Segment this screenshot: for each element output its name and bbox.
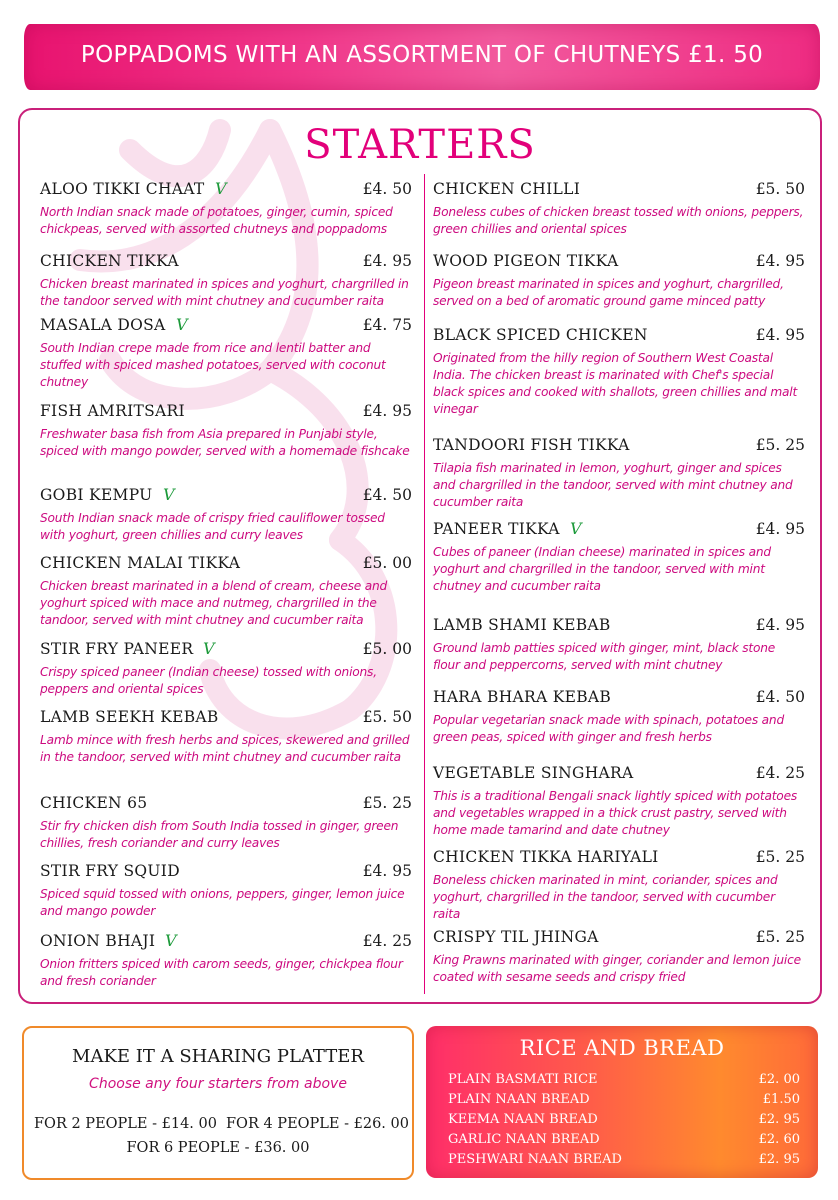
vegetarian-icon: V bbox=[215, 179, 227, 198]
menu-item bbox=[433, 928, 805, 986]
vegetarian-icon: V bbox=[203, 639, 215, 658]
menu-item bbox=[40, 640, 412, 698]
menu-item-name: HARA BHARA KEBAB bbox=[433, 688, 612, 706]
menu-item-header bbox=[433, 848, 805, 870]
menu-item-description: Boneless cubes of chicken breast tossed with onions, peppers, green chillies and oriental spices bbox=[433, 205, 804, 236]
menu-item-description: Freshwater basa fish from Asia prepared in Punjabi style, spiced with mango powder, served with a homemade fishcake bbox=[40, 427, 410, 458]
rice-bread-item-price: £2. 60 bbox=[758, 1132, 800, 1147]
rice-bread-row bbox=[448, 1112, 800, 1132]
starters-section bbox=[18, 108, 822, 1004]
menu-item-name: VEGETABLE SINGHARA bbox=[433, 764, 634, 782]
menu-item-header bbox=[433, 180, 805, 202]
menu-item-price: £4. 50 bbox=[362, 180, 412, 198]
menu-item-price: £5. 50 bbox=[362, 708, 412, 726]
menu-item-header bbox=[40, 640, 412, 662]
menu-item-description: Originated from the hilly region of Southern West Coastal India. The chicken breast is marinated with Chef's special black spices and cooked with shallots, green chillies and malt vinegar bbox=[433, 351, 798, 416]
menu-item-header bbox=[433, 928, 805, 950]
rice-bread-row bbox=[448, 1132, 800, 1152]
menu-item-price: £5. 00 bbox=[362, 640, 412, 658]
menu-item-price: £4. 50 bbox=[755, 688, 805, 706]
menu-item-name: GOBI KEMPU bbox=[40, 486, 153, 504]
menu-item-description: South Indian crepe made from rice and lentil batter and stuffed with spiced mashed potatoes, served with coconut chutney bbox=[40, 341, 386, 389]
menu-item-name: CHICKEN MALAI TIKKA bbox=[40, 554, 241, 572]
vegetarian-icon: V bbox=[570, 519, 582, 538]
menu-item bbox=[40, 794, 412, 852]
rice-bread-row bbox=[448, 1152, 800, 1172]
menu-item-description: Ground lamb patties spiced with ginger, mint, black stone flour and peppercorns, served with mint chutney bbox=[433, 641, 776, 672]
menu-item-description: Cubes of paneer (Indian cheese) marinated in spices and yoghurt and chargrilled in the tandoor, served with mint chutney and cucumber raita bbox=[433, 545, 771, 593]
menu-item-header bbox=[40, 252, 412, 274]
menu-item-price: £4. 95 bbox=[755, 520, 805, 538]
menu-item bbox=[40, 486, 412, 544]
rice-bread-item-name: PESHWARI NAAN BREAD bbox=[448, 1152, 622, 1167]
menu-item bbox=[40, 180, 412, 238]
menu-item-header bbox=[433, 764, 805, 786]
menu-item-description: Tilapia fish marinated in lemon, yoghurt, ginger and spices and chargrilled in the tandoor, served with mint chutney and cucumber raita bbox=[433, 461, 793, 509]
menu-item-header bbox=[433, 616, 805, 638]
menu-item bbox=[433, 180, 805, 238]
menu-item-description: Chicken breast marinated in a blend of cream, cheese and yoghurt spiced with mace and nutmeg, chargrilled in the tandoor, served with mint chutney and cucumber raita bbox=[40, 579, 388, 627]
menu-item-name: MASALA DOSA bbox=[40, 316, 166, 334]
vegetarian-icon: V bbox=[165, 931, 177, 950]
rice-bread-row bbox=[448, 1072, 800, 1092]
rice-bread-item-price: £2. 95 bbox=[758, 1152, 800, 1167]
menu-item-name: LAMB SEEKH KEBAB bbox=[40, 708, 219, 726]
menu-item-name: STIR FRY SQUID bbox=[40, 862, 180, 880]
menu-item-description: King Prawns marinated with ginger, coriander and lemon juice coated with sesame seeds and crispy fried bbox=[433, 953, 801, 984]
menu-item bbox=[433, 688, 805, 746]
menu-item-price: £4. 50 bbox=[362, 486, 412, 504]
menu-item-header bbox=[40, 862, 412, 884]
sharing-platter-box bbox=[22, 1026, 414, 1180]
rice-bread-item-name: PLAIN BASMATI RICE bbox=[448, 1072, 598, 1087]
menu-item-description: Pigeon breast marinated in spices and yoghurt, chargrilled, served on a bed of aromatic ground game minced patty bbox=[433, 277, 784, 308]
menu-item-header bbox=[40, 554, 412, 576]
rice-and-bread-title: RICE AND BREAD bbox=[519, 1036, 725, 1060]
menu-item-name: TANDOORI FISH TIKKA bbox=[433, 436, 630, 454]
menu-item-description: Stir fry chicken dish from South India tossed in ginger, green chillies, fresh coriander and curry leaves bbox=[40, 819, 399, 850]
menu-item-description: Boneless chicken marinated in mint, coriander, spices and yoghurt, chargrilled in the tandoor, served with cucumber raita bbox=[433, 873, 778, 921]
menu-item-name: FISH AMRITSARI bbox=[40, 402, 185, 420]
menu-item-price: £4. 25 bbox=[362, 932, 412, 950]
menu-item-price: £4. 95 bbox=[755, 326, 805, 344]
menu-item-description: Chicken breast marinated in spices and yoghurt, chargrilled in the tandoor served with mint chutney and cucumber raita bbox=[40, 277, 409, 308]
starters-title: STARTERS bbox=[304, 122, 536, 168]
menu-item-name: PANEER TIKKA bbox=[433, 520, 560, 538]
rice-and-bread-panel bbox=[426, 1026, 818, 1178]
menu-item-header bbox=[433, 688, 805, 710]
menu-item-name: BLACK SPICED CHICKEN bbox=[433, 326, 648, 344]
menu-item-price: £5. 25 bbox=[755, 436, 805, 454]
menu-item bbox=[433, 764, 805, 839]
menu-item-description: Popular vegetarian snack made with spinach, potatoes and green peas, spiced with ginger and fresh herbs bbox=[433, 713, 784, 744]
menu-item bbox=[433, 436, 805, 511]
menu-item bbox=[40, 708, 412, 766]
menu-item bbox=[433, 252, 805, 310]
menu-item bbox=[433, 326, 805, 418]
menu-item bbox=[40, 554, 412, 629]
poppadoms-banner-text: POPPADOMS WITH AN ASSORTMENT OF CHUTNEYS £1. 50 bbox=[80, 42, 764, 68]
menu-item-header bbox=[433, 326, 805, 348]
rice-bread-item-price: £2. 00 bbox=[758, 1072, 800, 1087]
menu-item-price: £5. 25 bbox=[755, 928, 805, 946]
vegetarian-icon: V bbox=[163, 485, 175, 504]
menu-item-name: CHICKEN TIKKA bbox=[40, 252, 179, 270]
menu-item-price: £5. 50 bbox=[755, 180, 805, 198]
menu-item bbox=[40, 402, 412, 460]
rice-bread-item-name: KEEMA NAAN BREAD bbox=[448, 1112, 598, 1127]
menu-item-description: Spiced squid tossed with onions, peppers, ginger, lemon juice and mango powder bbox=[40, 887, 405, 918]
menu-item-name: ONION BHAJI bbox=[40, 932, 156, 950]
menu-item bbox=[433, 848, 805, 923]
rice-bread-item-name: PLAIN NAAN BREAD bbox=[448, 1092, 590, 1107]
menu-item-header bbox=[40, 932, 412, 954]
menu-item-name: CHICKEN CHILLI bbox=[433, 180, 581, 198]
menu-item-header bbox=[40, 486, 412, 508]
rice-bread-item-price: £2. 95 bbox=[758, 1112, 800, 1127]
menu-item-price: £4. 95 bbox=[755, 616, 805, 634]
menu-item-name: CHICKEN 65 bbox=[40, 794, 148, 812]
menu-item-price: £5. 00 bbox=[362, 554, 412, 572]
vegetarian-icon: V bbox=[176, 315, 188, 334]
rice-bread-item-price: £1.50 bbox=[762, 1092, 800, 1107]
menu-item-description: Crispy spiced paneer (Indian cheese) tossed with onions, peppers and oriental spices bbox=[40, 665, 377, 696]
menu-item-header bbox=[40, 794, 412, 816]
menu-item-name: CHICKEN TIKKA HARIYALI bbox=[433, 848, 659, 866]
menu-item bbox=[40, 316, 412, 391]
menu-item-price: £4. 95 bbox=[362, 862, 412, 880]
platter-price-4: FOR 4 PEOPLE - £26. 00 bbox=[226, 1116, 409, 1132]
menu-item-header bbox=[433, 252, 805, 274]
platter-price-2: FOR 2 PEOPLE - £14. 00 bbox=[34, 1116, 217, 1132]
menu-item bbox=[40, 252, 412, 310]
menu-item-header bbox=[40, 402, 412, 424]
menu-item-price: £4. 95 bbox=[755, 252, 805, 270]
platter-subtitle: Choose any four starters from above bbox=[89, 1076, 347, 1092]
menu-item-price: £4. 95 bbox=[362, 252, 412, 270]
menu-item-description: Onion fritters spiced with carom seeds, ginger, chickpea flour and fresh coriander bbox=[40, 957, 403, 988]
menu-item bbox=[40, 862, 412, 920]
menu-item-price: £4. 95 bbox=[362, 402, 412, 420]
menu-item-description: This is a traditional Bengali snack lightly spiced with potatoes and vegetables wrapped in a thick crust pastry, served with home made tamarind and date chutney bbox=[433, 789, 798, 837]
menu-item-price: £5. 25 bbox=[755, 848, 805, 866]
menu-item-description: South Indian snack made of crispy fried cauliflower tossed with yoghurt, green chillies and curry leaves bbox=[40, 511, 385, 542]
column-divider bbox=[424, 174, 425, 994]
poppadoms-banner bbox=[24, 24, 820, 90]
platter-price-6: FOR 6 PEOPLE - £36. 00 bbox=[126, 1140, 310, 1156]
menu-item-description: North Indian snack made of potatoes, ginger, cumin, spiced chickpeas, served with assorted chutneys and poppadoms bbox=[40, 205, 393, 236]
menu-item-name: STIR FRY PANEER bbox=[40, 640, 194, 658]
menu-item-description: Lamb mince with fresh herbs and spices, skewered and grilled in the tandoor, served with mint chutney and cucumber raita bbox=[40, 733, 410, 764]
menu-item-price: £4. 25 bbox=[755, 764, 805, 782]
menu-item bbox=[433, 520, 805, 595]
menu-item-name: WOOD PIGEON TIKKA bbox=[433, 252, 619, 270]
menu-item-name: ALOO TIKKI CHAAT bbox=[40, 180, 205, 198]
menu-item bbox=[433, 616, 805, 674]
menu-item-name: CRISPY TIL JHINGA bbox=[433, 928, 599, 946]
menu-item-header bbox=[40, 708, 412, 730]
menu-item-header bbox=[433, 436, 805, 458]
menu-item-price: £5. 25 bbox=[362, 794, 412, 812]
rice-bread-item-name: GARLIC NAAN BREAD bbox=[448, 1132, 600, 1147]
menu-item bbox=[40, 932, 412, 990]
menu-item-header bbox=[433, 520, 805, 542]
rice-bread-row bbox=[448, 1092, 800, 1112]
menu-item-name: LAMB SHAMI KEBAB bbox=[433, 616, 611, 634]
menu-item-price: £4. 75 bbox=[362, 316, 412, 334]
menu-item-header bbox=[40, 316, 412, 338]
platter-title: MAKE IT A SHARING PLATTER bbox=[72, 1046, 364, 1067]
menu-item-header bbox=[40, 180, 412, 202]
